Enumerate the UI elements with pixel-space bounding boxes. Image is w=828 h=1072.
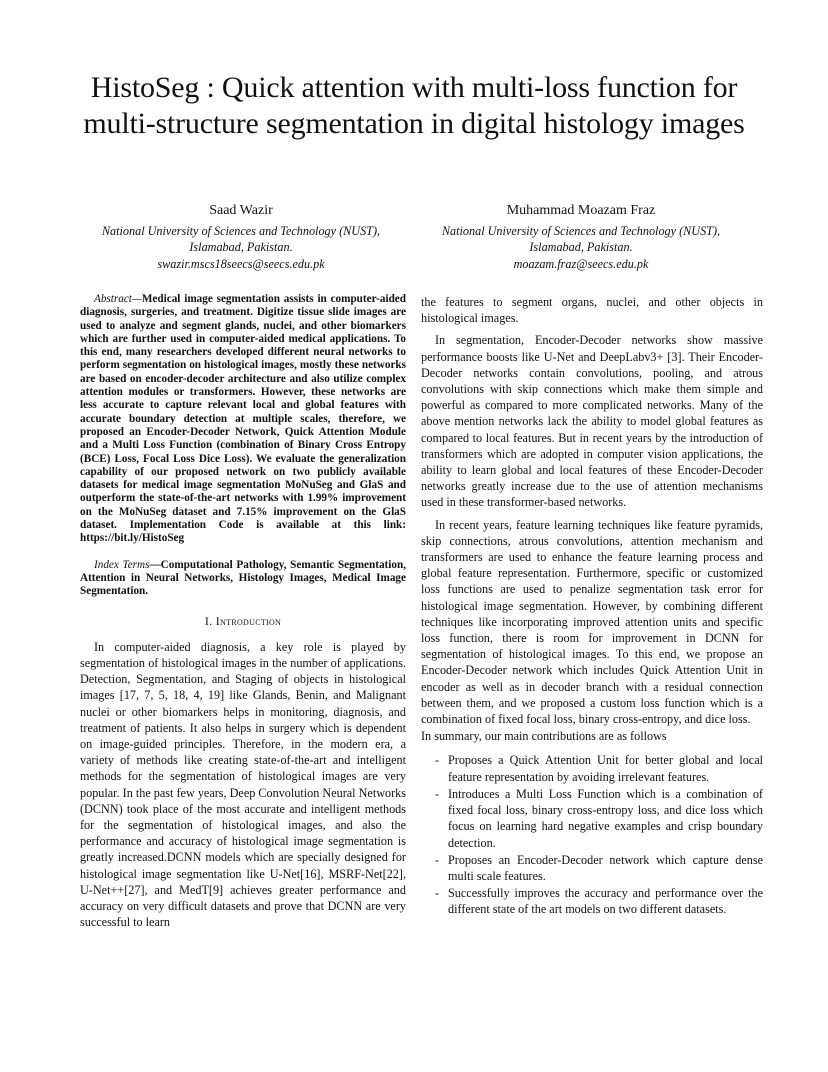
intro-paragraph: In recent years, feature learning techniques like feature pyramids, skip connections, atrous convolutions, attention mechanism and transformers are used to enhance the feature learning process and global feature representation. Furthermore, specific or customized loss functions are used to penalize segmentation task error for histological image segmentation. However, by combining different techniques like incorporating improved attention units and specific loss function, there is room for improvement in DCNN for segmentation of histological images. To this end, we propose an Encoder-Decoder network which includes Quick Attention Unit in encoder as well as in decoder branch with a residual connection between them, and we proposed a custom loss function which is a combination of fixed focal loss, binary cross-entropy, and dice loss. (421, 517, 763, 727)
index-terms-text: Computational Pathology, Semantic Segmentation, Attention in Neural Networks, Histology Images, Medical Image Segmentation. (80, 558, 406, 598)
index-terms-dash: — (149, 558, 161, 571)
index-terms-label: Index Terms (94, 558, 150, 571)
continued-paragraph: the features to segment organs, nuclei, and other objects in histological images. (421, 295, 763, 326)
list-item (421, 752, 763, 784)
contribution-text: Introduces a Multi Loss Function which is a combination of fixed focal loss, binary cross-entropy loss, and dice loss which focus on learning hard negative examples and crisp boundary detection. (448, 786, 763, 850)
author-name: Muhammad Moazam Fraz (506, 203, 656, 218)
intro-paragraph: In computer-aided diagnosis, a key role is played by segmentation of histological images in the number of applications. Detection, Segmentation, and Staging of objects in histological images [17, 7, 5, 18, 4, 19] like Glands, Benin, and Malignant nuclei or other biomarkers helps in monitoring, diagnosis, and treatment of patients. It also helps in surgery which is dependent on image-guided principles. Therefore, in the modern era, a variety of methods like creating state-of-the-art and intelligent methods for the segmentation of histological images are very popular. In the past few years, Deep Convolution Neural Networks (DCNN) took place of the most accurate and intelligent methods for the segmentation of histological images, and also the performance and accuracy of histological image segmentation is greatly increased.DCNN models which are specially designed for histological image segmentation like U-Net[16], MSRF-Net[22], U-Net++[27], and MedT[9] achieves greater performance and accuracy on very difficult datasets and prove that DCNN are very successful to learn (80, 639, 406, 930)
author-affiliation: National University of Sciences and Technology (NUST), (101, 223, 381, 238)
author-location: Islamabad, Pakistan. (189, 240, 293, 254)
bullet-marker: - (435, 852, 440, 867)
bullet-marker: - (435, 786, 440, 801)
author-name: Saad Wazir (209, 203, 273, 218)
abstract-label: Abstract (94, 293, 132, 305)
author-block-2 (416, 203, 746, 272)
section-title: Introduction (215, 613, 282, 628)
section-number: I. (204, 613, 213, 628)
paper-title: HistoSeg : Quick attention with multi-loss function for multi-structure segmentation in digital histology images (83, 71, 745, 140)
list-item (421, 852, 763, 884)
right-column (421, 293, 763, 919)
left-column (80, 293, 406, 930)
author-location: Islamabad, Pakistan. (529, 240, 633, 254)
contributions-list (421, 752, 763, 917)
bullet-marker: - (435, 753, 440, 768)
summary-intro: In summary, our main contributions are as follows (421, 729, 667, 744)
list-item (421, 786, 763, 851)
abstract-text: Medical image segmentation assists in computer-aided diagnosis, surgeries, and treatment. Digitize tissue slide images are used to analyze and segment glands, nuclei, and other biomarkers which are further used in computer-aided medical applications. To this end, many researchers developed different neural networks to perform segmentation on histological images, mostly these networks are based on encoder-decoder architecture and also utilize complex attention modules or transformers. However, these networks are less accurate to capture relevant local and global features with accurate boundary detection at multiple scales, therefore, we proposed an Encoder-Decoder Network, Quick Attention Module and a Multi Loss Function (combination of Binary Cross Entropy (BCE) Loss, Focal Loss Dice Loss). We evaluate the generalization capability of our proposed network on two publicly available datasets for medical image segmentation MoNuSeg and GlaS and outperform the state-of-the-art networks with 1.99% improvement on the MoNuSeg dataset and 7.15% improvement on the GlaS dataset. Implementation Code is available at this link: https://bit.ly/HistoSeg (80, 293, 406, 545)
list-item (421, 885, 763, 917)
index-terms (80, 559, 406, 599)
abstract-dash: — (131, 293, 142, 305)
author-email: moazam.fraz@seecs.edu.pk (513, 256, 649, 271)
author-block-1 (76, 203, 406, 272)
author-email: swazir.mscs18seecs@seecs.edu.pk (157, 256, 325, 271)
section-heading (80, 613, 406, 629)
contribution-text: Proposes an Encoder-Decoder network which capture dense multi scale features. (448, 852, 763, 883)
abstract (80, 293, 406, 546)
contribution-text: Proposes a Quick Attention Unit for better global and local feature representation by avoiding irrelevant features. (448, 753, 763, 784)
contribution-text: Successfully improves the accuracy and performance over the different state of the art models on two different datasets. (448, 886, 763, 917)
bullet-marker: - (435, 886, 440, 901)
intro-paragraph: In segmentation, Encoder-Decoder networks show massive performance boosts like U-Net and DeepLabv3+ [3]. Their Encoder-Decoder networks contain convolutions, pooling, and atrous convolutions with skip connections which make them simple and powerful as compared to more complicated networks. Many of the above mention networks lack the ability to model global features as compared to local features. But in recent years by the introduction of transformers which are adopted in computer vision applications, the ability to learn global and local features of these Encoder-Decoder networks greatly increase due to the use of attention mechanisms used in these transformer-based networks. (421, 333, 763, 510)
author-affiliation: National University of Sciences and Technology (NUST), (441, 223, 721, 238)
